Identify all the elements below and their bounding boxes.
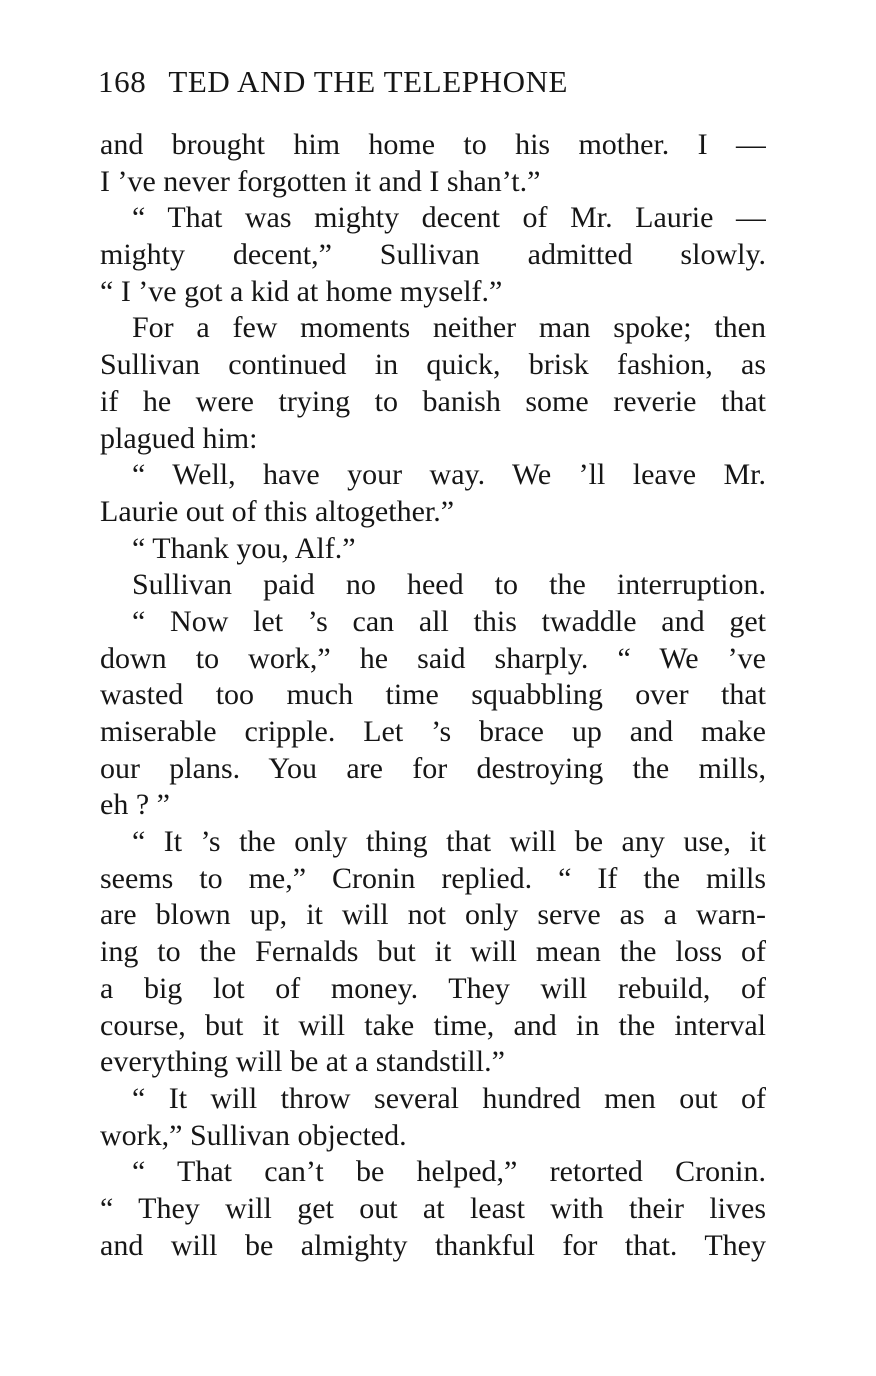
text-line: everything will be at a standstill.” [100, 1045, 505, 1079]
text-line: wasted too much time squabbling over that [100, 678, 766, 712]
body-text [100, 127, 766, 1264]
text-line: plagued him: [100, 421, 258, 455]
text-line: Sullivan paid no heed to the interruption. [132, 568, 766, 602]
running-title: TED AND THE TELEPHONE [168, 64, 569, 99]
text-line: mighty decent,” Sullivan admitted slowly. [100, 238, 766, 272]
text-line: “ Thank you, Alf.” [132, 531, 356, 565]
text-line: eh ? ” [100, 788, 170, 822]
text-line: For a few moments neither man spoke; then [132, 311, 766, 345]
text-line: “ Well, have your way. We ’ll leave Mr. [132, 458, 766, 492]
text-line: work,” Sullivan objected. [100, 1118, 407, 1152]
text-line: if he were trying to banish some reverie that [100, 384, 766, 418]
text-line: “ It ’s the only thing that will be any use, it [132, 825, 766, 859]
text-line: and will be almighty thankful for that. They [100, 1228, 766, 1262]
text-line: Laurie out of this altogether.” [100, 494, 455, 528]
text-line: Sullivan continued in quick, brisk fashion, as [100, 348, 766, 382]
text-line: our plans. You are for destroying the mills, [100, 751, 766, 785]
text-line: “ They will get out at least with their lives [100, 1191, 766, 1225]
text-line: “ Now let ’s can all this twaddle and get [132, 604, 766, 638]
text-line: and brought him home to his mother. I — [100, 128, 766, 161]
text-line: “ It will throw several hundred men out of [132, 1081, 766, 1115]
text-line: a big lot of money. They will rebuild, of [100, 971, 766, 1005]
text-line: seems to me,” Cronin replied. “ If the mills [100, 861, 766, 895]
text-line: ing to the Fernalds but it will mean the loss of [100, 935, 766, 969]
text-line: “ That can’t be helped,” retorted Cronin. [132, 1155, 766, 1189]
text-line: miserable cripple. Let ’s brace up and make [100, 715, 766, 748]
text-line: are blown up, it will not only serve as a warn- [100, 898, 766, 932]
running-head [98, 62, 778, 102]
text-line: course, but it will take time, and in the interval [100, 1008, 766, 1042]
text-line: “ I ’ve got a kid at home myself.” [100, 274, 503, 308]
page-number: 168 [98, 64, 147, 99]
text-line: I ’ve never forgotten it and I shan’t.” [100, 164, 541, 198]
text-line: “ That was mighty decent of Mr. Laurie — [132, 201, 766, 235]
text-line: down to work,” he said sharply. “ We ’ve [100, 641, 766, 675]
